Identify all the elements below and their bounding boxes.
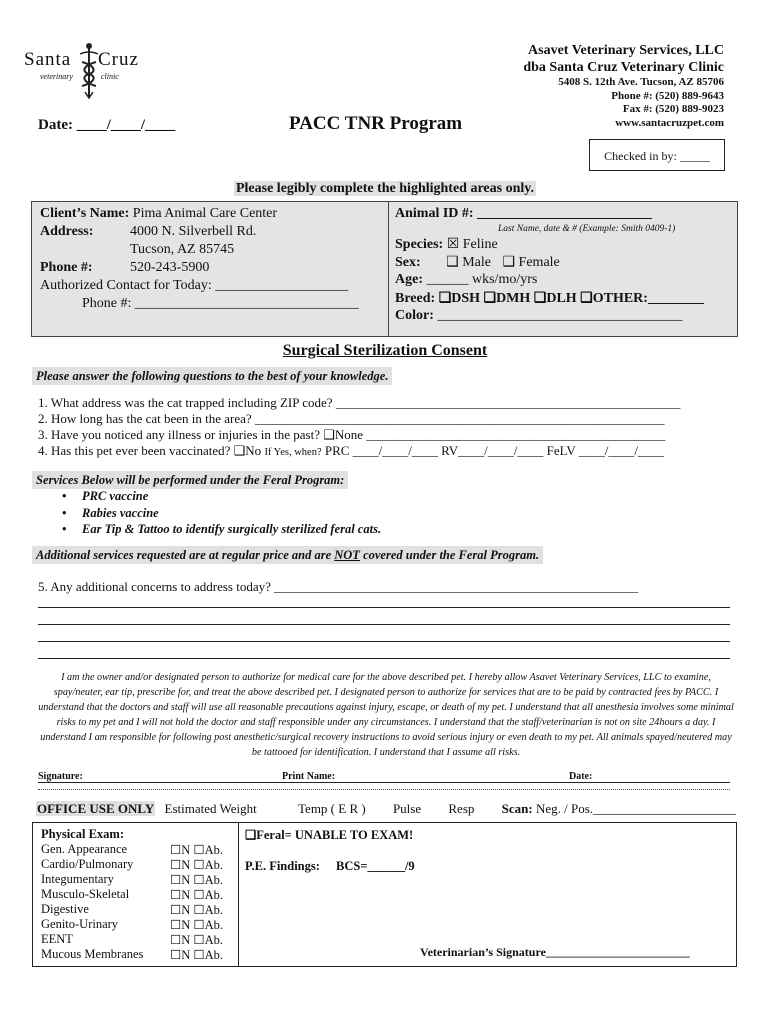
exam-item: Gen. Appearance — [41, 842, 128, 856]
exam-item: Musculo-Skeletal — [41, 887, 130, 901]
breed-label: Breed: — [395, 291, 436, 306]
signature-label: Signature: — [38, 771, 83, 782]
authorized-contact-field[interactable]: Authorized Contact for Today: ___________________ — [40, 278, 349, 293]
exam-divider — [238, 823, 239, 966]
concern-line[interactable] — [38, 641, 730, 642]
exam-item: Integumentary — [41, 872, 114, 886]
logo-sub-veterinary: veterinary — [40, 72, 73, 81]
clinic-info — [523, 42, 724, 130]
veterinarian-signature-field[interactable]: Veterinarian’s Signature________________________ — [420, 945, 690, 959]
exam-choice-checkbox[interactable]: ☐N ☐Ab. — [170, 858, 223, 872]
box-divider — [388, 202, 389, 336]
office-use-title: OFFICE USE ONLY — [37, 801, 155, 816]
age-field[interactable]: ______ wks/mo/yrs — [426, 272, 538, 287]
client-name-row — [40, 206, 277, 222]
physical-exam-box — [32, 822, 737, 967]
exam-item: Digestive — [41, 902, 89, 916]
concern-line[interactable] — [38, 607, 730, 608]
clinic-website: www.santacruzpet.com — [615, 116, 724, 129]
concern-line[interactable] — [38, 658, 730, 659]
client-address-line2[interactable]: Tucson, AZ 85745 — [130, 242, 235, 257]
question-4[interactable] — [38, 443, 664, 459]
consent-intro: Please answer the following questions to the best of your knowledge. — [32, 367, 392, 385]
not-emphasis: NOT — [334, 548, 360, 562]
animal-id-field[interactable]: Animal ID #: _________________________ — [395, 206, 653, 221]
logo-word-santa: Santa — [24, 49, 72, 70]
additional-services-note: Additional services requested are at regular price and are NOT covered under the Feral Program. — [32, 546, 543, 564]
question-4-text: 4. Has this pet ever been vaccinated? ❑No — [38, 443, 265, 458]
pulse-label: Pulse — [392, 801, 422, 816]
services-title: Services Below will be performed under the Feral Program: — [32, 471, 348, 489]
pe-findings-label: P.E. Findings: — [245, 859, 320, 873]
client-phone-label: Phone #: — [40, 260, 93, 275]
breed-row — [395, 290, 704, 307]
color-row — [395, 308, 682, 324]
service-item: • Rabies vaccine — [62, 505, 159, 520]
exam-choice-checkbox[interactable]: ☐N ☐Ab. — [170, 933, 223, 947]
exam-choice-checkbox[interactable]: ☐N ☐Ab. — [170, 873, 223, 887]
species-label: Species: — [395, 237, 444, 252]
clinic-address: 5408 S. 12th Ave. Tucson, AZ 85706 — [558, 76, 724, 88]
breed-options[interactable]: ❑DSH ❑DMH ❑DLH ❑OTHER:________ — [438, 291, 704, 306]
exam-choice-checkbox[interactable]: ☐N ☐Ab. — [170, 918, 223, 932]
page-title: PACC TNR Program — [289, 113, 463, 134]
feral-unable-checkbox[interactable]: ❑Feral= UNABLE TO EXAM! — [245, 828, 414, 842]
client-name-value[interactable]: Pima Animal Care Center — [132, 206, 278, 221]
exam-item: Genito-Urinary — [41, 917, 119, 931]
client-address-label: Address: — [40, 224, 94, 239]
clinic-name: Asavet Veterinary Services, LLC — [528, 43, 724, 58]
exam-item: EENT — [41, 932, 73, 946]
clinic-dba: dba Santa Cruz Veterinary Clinic — [523, 60, 724, 75]
instruction-highlight: Please legibly complete the highlighted areas only. — [235, 181, 534, 196]
separator — [38, 789, 730, 790]
temp-label: Temp ( E R ) — [298, 801, 366, 816]
signature-line[interactable] — [38, 782, 730, 783]
consent-title: Surgical Sterilization Consent — [282, 342, 488, 359]
service-item: • PRC vaccine — [62, 489, 149, 503]
date-label: Date: — [569, 771, 593, 782]
question-4-dates[interactable]: PRC ____/____/____ RV____/____/____ FeLV ____/____/____ — [321, 443, 665, 458]
authorized-phone-field[interactable]: Phone #: ________________________________ — [82, 296, 359, 311]
physical-exam-title: Physical Exam: — [41, 827, 124, 841]
question-1[interactable]: 1. What address was the cat trapped including ZIP code? _____________________________________________________ — [38, 395, 681, 410]
species-row — [395, 236, 498, 253]
sex-female-checkbox[interactable]: ❑ Female — [502, 255, 560, 270]
exam-choice-checkbox[interactable]: ☐N ☐Ab. — [170, 843, 223, 857]
exam-item: Mucous Membranes — [41, 947, 144, 961]
services-list — [62, 488, 381, 538]
client-animal-box — [31, 201, 738, 337]
date-field[interactable]: Date: ____/____/____ — [38, 117, 176, 133]
sex-label: Sex: — [395, 255, 421, 270]
color-label: Color: — [395, 308, 434, 323]
scan-field[interactable]: Neg. / Pos.______________________ — [535, 801, 736, 816]
estimated-weight-label: Estimated Weight — [164, 801, 257, 816]
question-5[interactable]: 5. Any additional concerns to address today? ________________________________________________________ — [38, 579, 639, 594]
color-field[interactable]: ___________________________________ — [437, 308, 683, 323]
logo-sub-clinic: clinic — [101, 72, 119, 81]
age-label: Age: — [395, 272, 423, 287]
client-name-label: Client’s Name: — [40, 206, 130, 221]
client-phone-value[interactable]: 520-243-5900 — [130, 260, 210, 275]
exam-choice-checkbox[interactable]: ☐N ☐Ab. — [170, 948, 223, 962]
question-3[interactable]: 3. Have you noticed any illness or injuries in the past? ❑None ______________________________________________ — [38, 427, 666, 442]
question-4-if-yes: If Yes, when? — [264, 447, 322, 458]
question-2[interactable]: 2. How long has the cat been in the area? _______________________________________________________________ — [38, 411, 665, 426]
concern-line[interactable] — [38, 624, 730, 625]
clinic-fax: Fax #: (520) 889-9023 — [622, 103, 724, 115]
sex-male-checkbox[interactable]: ❑ Male — [446, 255, 491, 270]
exam-choice-checkbox[interactable]: ☐N ☐Ab. — [170, 888, 223, 902]
exam-item: Cardio/Pulmonary — [41, 857, 134, 871]
service-item: • Ear Tip & Tattoo to identify surgically sterilized feral cats. — [62, 522, 382, 536]
instruction-text — [0, 181, 770, 197]
age-row — [395, 272, 537, 288]
client-address-line1[interactable]: 4000 N. Silverbell Rd. — [130, 224, 257, 239]
exam-choice-checkbox[interactable]: ☐N ☐Ab. — [170, 903, 223, 917]
bcs-field[interactable]: BCS=______/9 — [336, 859, 415, 873]
consent-legal-text: I am the owner and/or designated person to authorize for medical care for the above described pet. I hereby allow Asavet Veterinary Services, LLC to examine, spay/neuter, ear tip, prescribe for, and treat the above described pet. I designated person to authorize for services that are to be paid by contracted fees by PACC. I understand that the doctors and staff will use all reasonable precautions against injury, escape, or death of my pet. I understand that all anesthesia involves some minimal risks to my pet and I will not hold the doctor and staff responsible under any circumstances. I understand that the staff/veterinarian is not on site 24hours a day. I understand I am responsible for following post anesthetic/surgical recovery instructions to avoid serious injury or even death to my pet. All animals spayed/neutered may be tattooed for identification. I understand that I assume all risks. — [38, 672, 734, 758]
print-name-label: Print Name: — [282, 771, 336, 782]
scan-label: Scan: — [501, 801, 533, 816]
species-feline-checkbox[interactable]: ☒ Feline — [446, 237, 498, 252]
clinic-phone: Phone #: (520) 889-9643 — [611, 89, 724, 102]
office-use-row — [36, 801, 736, 817]
clinic-logo — [20, 42, 145, 102]
checked-in-box[interactable]: Checked in by: _____ — [589, 139, 725, 171]
logo-word-cruz: Cruz — [98, 49, 139, 70]
sex-row — [395, 254, 560, 271]
animal-id-hint: Last Name, date & # (Example: Smith 0409-1) — [498, 224, 676, 234]
resp-label: Resp — [448, 801, 475, 816]
